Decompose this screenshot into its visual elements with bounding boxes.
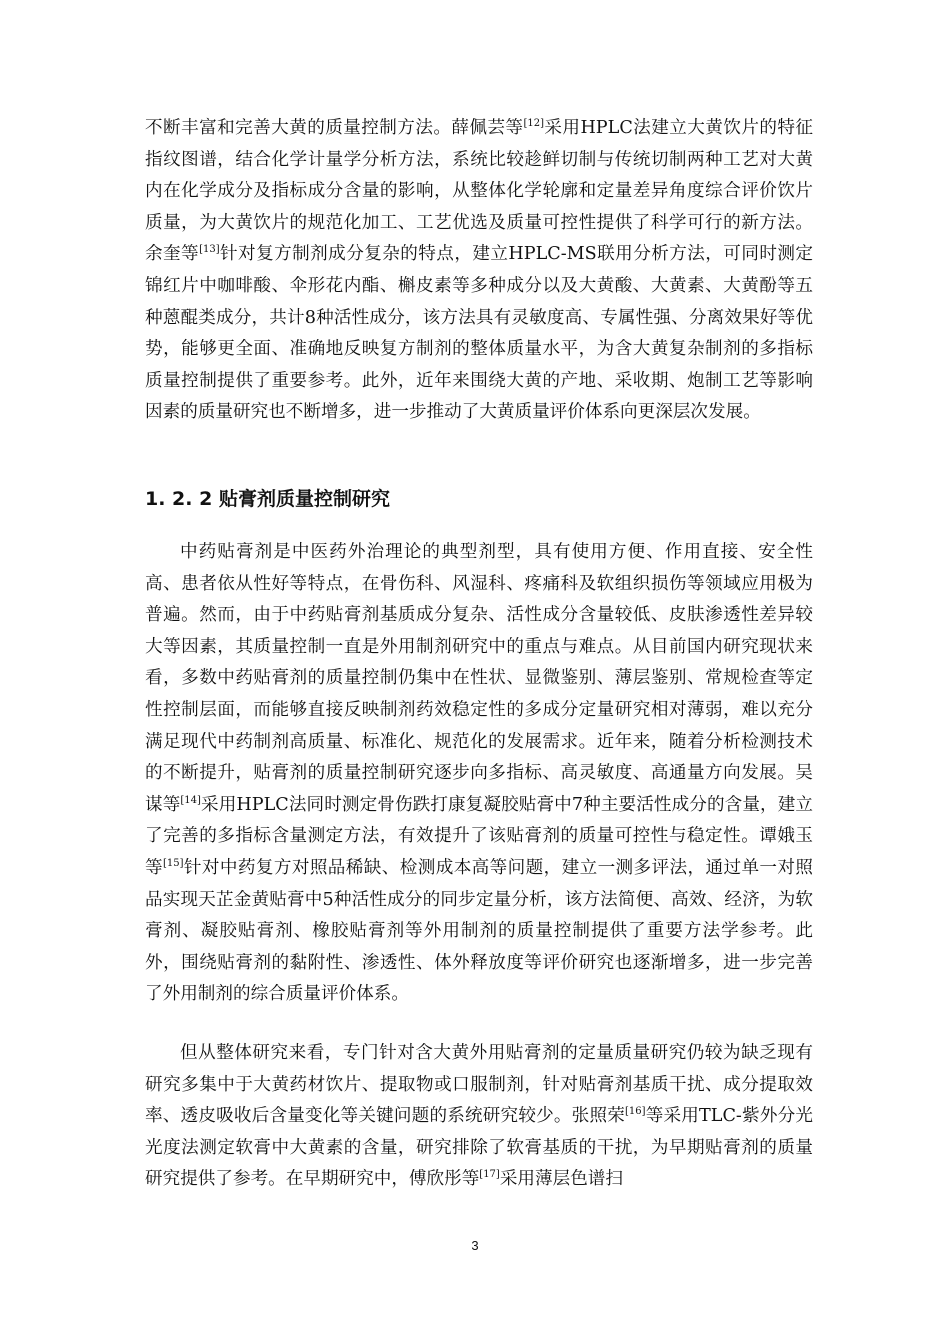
text-run: 针对中药复方对照品稀缺、检测成本高等问题，建立一测多评法，通过单一对照品实现天芷金黄贴膏中5种活性成分的同步定量分析，该方法简便、高效、经济，为软膏剂、凝胶贴膏剂、橡胶贴膏剂等外用制剂的质量控制提供了重要方法学参考。此外，围绕贴膏剂的黏附性、渗透性、体外释放度等评价研究也逐渐增多，进一步完善了外用制剂的综合质量评价体系。 — [145, 857, 813, 1005]
paragraph-rhubarb-quality — [145, 113, 813, 429]
section-heading: 1. 2. 2 贴膏剂质量控制研究 — [145, 488, 390, 510]
citation-12: [12] — [523, 118, 544, 130]
page-number: 3 — [471, 1238, 479, 1253]
citation-14: [14] — [180, 794, 201, 806]
text-run: 采用HPLC法建立大黄饮片的特征指纹图谱，结合化学计量学分析方法，系统比较趁鲜切制与传统切制两种工艺对大黄内在化学成分及指标成分含量的影响，从整体化学轮廓和定量差异角度综合评价饮片质量，为大黄饮片的规范化加工、工艺优选及质量可控性提供了科学可行的新方法。余奎等 — [145, 118, 813, 265]
citation-17: [17] — [479, 1169, 500, 1181]
text-run: 中药贴膏剂是中医药外治理论的典型剂型，具有使用方便、作用直接、安全性高、患者依从性好等特点，在骨伤科、风湿科、疼痛科及软组织损伤等领域应用极为普遍。然而，由于中药贴膏剂基质成分复杂、活性成分含量较低、皮肤渗透性差异较大等因素，其质量控制一直是外用制剂研究中的重点与难点。从目前国内研究现状来看，多数中药贴膏剂的质量控制仍集中在性状、显微鉴别、薄层鉴别、常规检查等定性控制层面，而能够直接反映制剂药效稳定性的多成分定量研究相对薄弱，难以充分满足现代中药制剂高质量、标准化、规范化的发展需求。近年来，随着分析检测技术的不断提升，贴膏剂的质量控制研究逐步向多指标、高灵敏度、高通量方向发展。吴谋等 — [145, 542, 813, 815]
text-run: 采用HPLC法同时测定骨伤跌打康复凝胶贴膏中7种主要活性成分的含量，建立了完善的多指标含量测定方法，有效提升了该贴膏剂的质量可控性与稳定性。谭娥玉等 — [145, 794, 813, 878]
text-run: 不断丰富和完善大黄的质量控制方法。薛佩芸等 — [145, 118, 524, 138]
citation-15: [15] — [163, 858, 184, 870]
text-run: 等采用TLC-紫外分光光度法测定软膏中大黄素的含量，研究排除了软膏基质的干扰，为早期贴膏剂的质量研究提供了参考。在早期研究中，傅欣彤等 — [145, 1106, 813, 1190]
text-run: 针对复方制剂成分复杂的特点，建立HPLC-MS联用分析方法，可同时测定锦红片中咖啡酸、伞形花内酯、槲皮素等多种成分以及大黄酸、大黄素、大黄酚等五种蒽醌类成分，共计8种活性成分，该方法具有灵敏度高、专属性强、分离效果好等优势，能够更全面、准确地反映复方制剂的整体质量水平，为含大黄复杂制剂的多指标质量控制提供了重要参考。此外，近年来围绕大黄的产地、采收期、炮制工艺等影响因素的质量研究也不断增多，进一步推动了大黄质量评价体系向更深层次发展。 — [145, 244, 813, 423]
citation-13: [13] — [199, 244, 220, 256]
text-run: 但从整体研究来看，专门针对含大黄外用贴膏剂的定量质量研究仍较为缺乏现有研究多集中于大黄药材饮片、提取物或口服制剂，针对贴膏剂基质干扰、成分提取效率、透皮吸收后含量变化等关键问题的系统研究较少。张照荣 — [145, 1043, 813, 1127]
text-run: 采用薄层色谱扫 — [499, 1169, 623, 1190]
citation-16: [16] — [625, 1106, 646, 1118]
paragraph-plaster-quality — [145, 537, 813, 1011]
paragraph-overall-research — [145, 1038, 813, 1196]
